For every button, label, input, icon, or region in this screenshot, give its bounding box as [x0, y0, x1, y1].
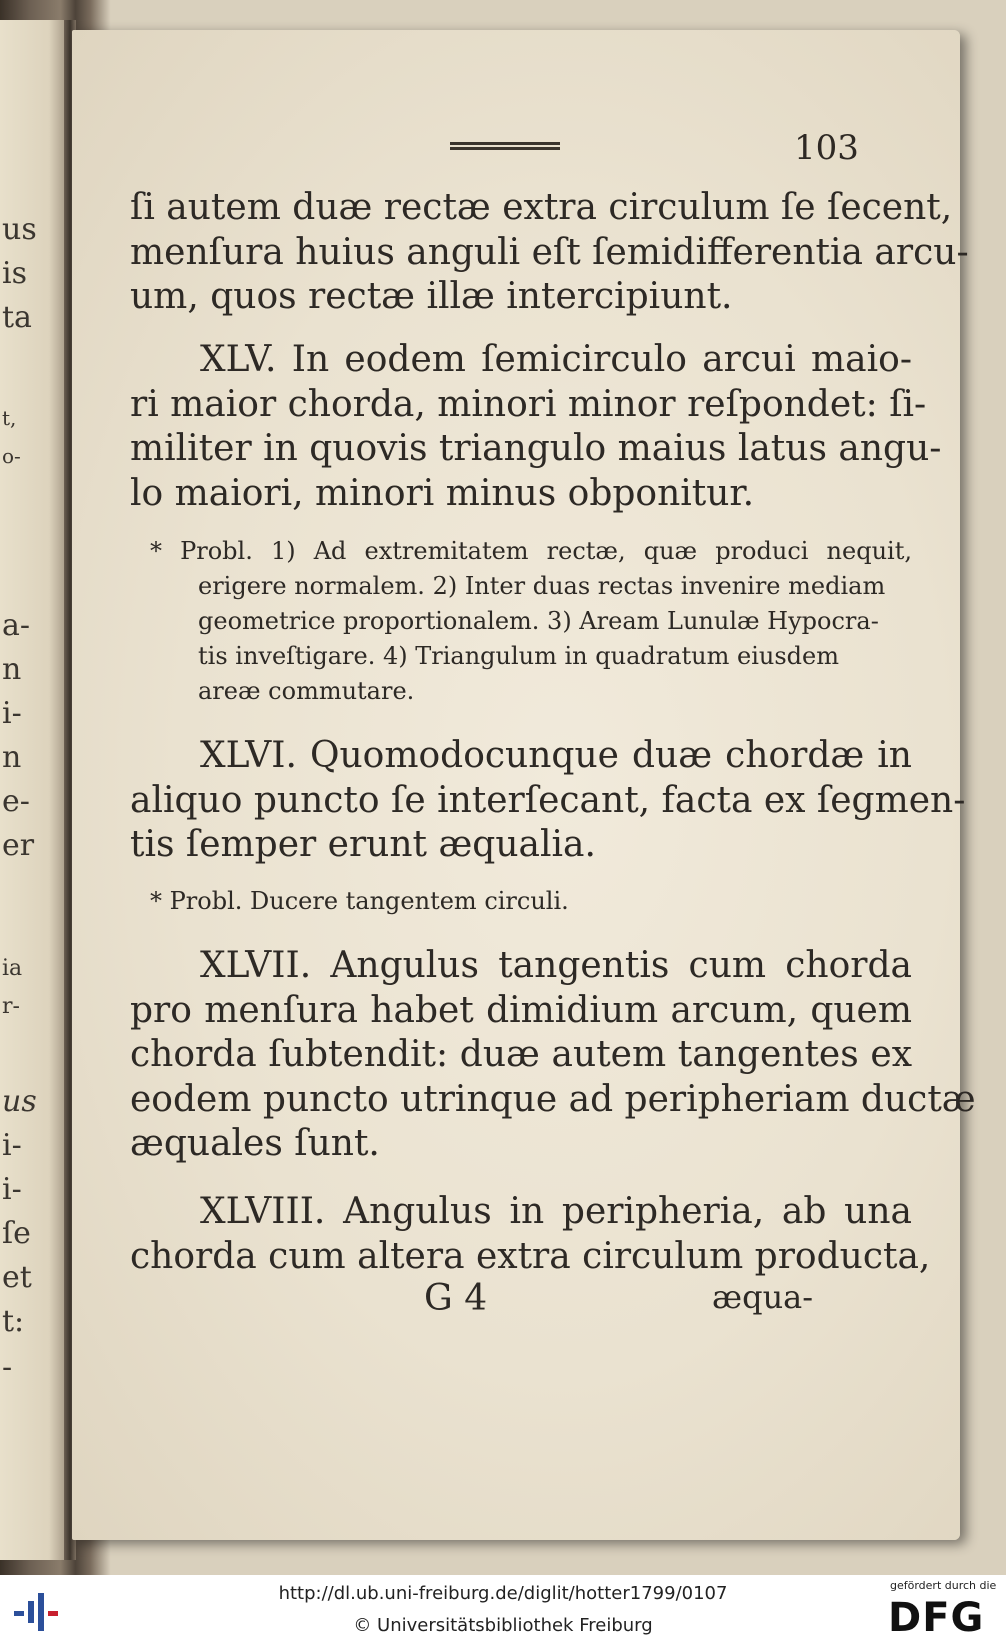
left-fragment: t,: [2, 406, 17, 430]
text-line: æquales ſunt.: [130, 1123, 380, 1164]
text-line: um, quos rectæ illæ intercipiunt.: [130, 276, 733, 317]
text-line: ſi autem duæ rectæ extra circulum ſe ſecent,: [130, 187, 953, 228]
page-number: 103: [794, 128, 859, 168]
dfg-logo: [884, 1579, 1000, 1645]
note-line: * Probl. 1) Ad extremitatem rectæ, quæ produci nequit,: [150, 537, 912, 565]
text-line: XLVIII. Angulus in peripheria, ab una: [200, 1191, 912, 1232]
left-fragment: er: [2, 828, 35, 863]
section-xlv: [130, 338, 942, 516]
left-fragment: us: [2, 212, 37, 247]
text-line: XLVII. Angulus tangentis cum chorda: [200, 945, 912, 986]
paragraph-continuation: [130, 186, 969, 320]
text-line: tis ſemper erunt æqualia.: [130, 824, 596, 865]
note-line: areæ commutare.: [198, 677, 415, 705]
text-line: chorda ſubtendit: duæ autem tangentes ex: [130, 1034, 912, 1075]
text-line: militer in quovis triangulo maius latus angu-: [130, 428, 942, 469]
left-fragment: ſe: [2, 1216, 31, 1251]
note-line: tis inveſtigare. 4) Triangulum in quadratum eiusdem: [198, 642, 839, 670]
text-line: ri maior chorda, minori minor reſpondet: ſi-: [130, 383, 927, 425]
footer-bar: [0, 1575, 1006, 1649]
left-fragment: i-: [2, 1172, 22, 1207]
section-xlvi: [130, 734, 966, 868]
dfg-caption: gefördert durch die: [890, 1579, 997, 1592]
left-fragment: ia: [2, 956, 23, 981]
permalink-url[interactable]: http://dl.ub.uni-freiburg.de/diglit/hotter1799/0107: [278, 1583, 728, 1604]
text-line: pro menſura habet dimidium arcum, quem: [130, 989, 912, 1031]
left-fragment: o-: [2, 444, 21, 468]
note-xlv: [150, 534, 912, 709]
text-line: menſura huius anguli eſt ſemidifferentia arcu-: [130, 231, 969, 273]
text-line: lo maiori, minori minus obponitur.: [130, 472, 755, 514]
left-fragment: n: [2, 740, 22, 775]
left-fragment: ta: [2, 300, 32, 335]
text-line: XLV. In eodem ſemicirculo arcui maio-: [200, 339, 912, 380]
left-fragment: is: [2, 256, 27, 291]
dfg-mark: DFG: [888, 1595, 985, 1641]
left-fragment: n: [2, 652, 22, 687]
header-rule: [450, 142, 560, 150]
section-xlviii: [130, 1190, 931, 1279]
text-line: XLVI. Quomodocunque duæ chordæ in: [200, 735, 912, 776]
section-xlvii: [130, 944, 976, 1167]
catchword: æqua-: [712, 1278, 814, 1316]
copyright-notice: © Universitätsbibliothek Freiburg: [353, 1615, 653, 1636]
left-fragment: us: [2, 1084, 37, 1119]
left-fragment: i-: [2, 1128, 22, 1163]
book-page: [72, 30, 976, 1540]
note-line: geometrice proportionalem. 3) Aream Lunulæ Hypocra-: [198, 607, 879, 635]
left-fragment: et: [2, 1260, 32, 1295]
left-fragment: i-: [2, 696, 22, 731]
left-fragment: r-: [2, 994, 20, 1019]
left-fragment: e-: [2, 784, 30, 819]
note-xlvi: [150, 884, 912, 919]
left-fragment: -: [2, 1350, 13, 1385]
left-fragment: t:: [2, 1304, 25, 1339]
left-fragment: a-: [2, 608, 31, 643]
text-line: aliquo puncto ſe interſecant, facta ex ſegmen-: [130, 779, 966, 821]
previous-page-edge: [0, 20, 70, 1560]
text-line: chorda cum altera extra circulum producta,: [130, 1235, 931, 1277]
note-line: * Probl. Ducere tangentem circuli.: [150, 887, 569, 915]
signature-mark: G 4: [424, 1278, 488, 1319]
note-line: erigere normalem. 2) Inter duas rectas invenire mediam: [198, 572, 886, 600]
text-line: eodem puncto utrinque ad peripheriam ductæ: [130, 1078, 976, 1120]
